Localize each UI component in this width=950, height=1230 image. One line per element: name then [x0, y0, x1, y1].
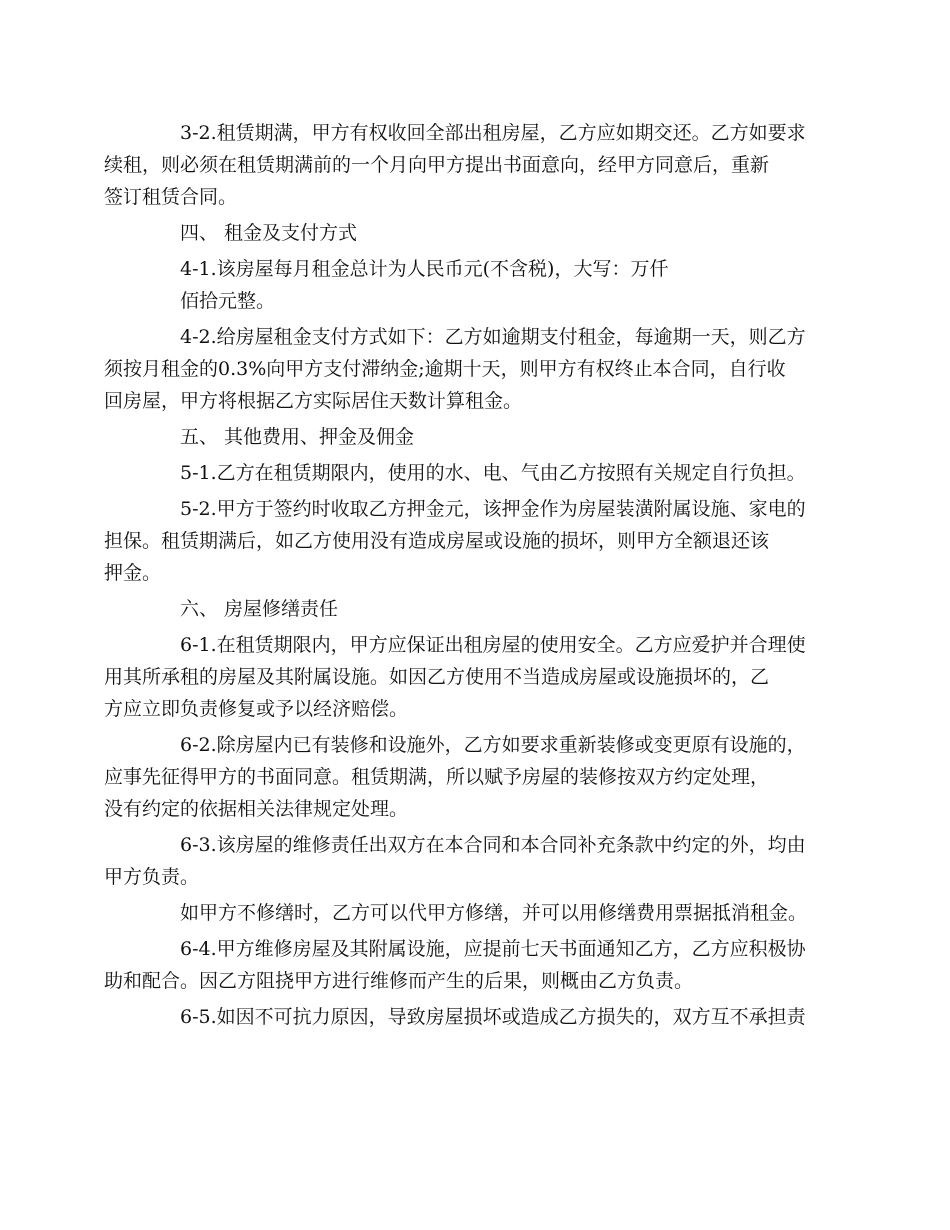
text-line: 6-3.该房屋的维修责任出双方在本合同和本合同补充条款中约定的外，均由: [180, 834, 806, 856]
clause-4-1: [142, 253, 812, 317]
text-line: 3-2.租赁期满，甲方有权收回全部出租房屋，乙方应如期交还。乙方如要求: [180, 122, 806, 144]
text-line: 没有约定的依据相关法律规定处理。: [104, 798, 409, 820]
text-line: 回房屋，甲方将根据乙方实际居住天数计算租金。: [104, 390, 523, 412]
text-line: 6-1.在租赁期限内，甲方应保证出租房屋的使用安全。乙方应爱护并合理使: [180, 634, 806, 656]
text-line: 佰拾元整。: [180, 290, 276, 312]
clause-6-1: [104, 629, 812, 725]
text-line: 须按月租金的0.3%向甲方支付滞纳金;逾期十天，则甲方有权终止本合同，自行收: [104, 358, 786, 380]
clause-3-2: [104, 117, 812, 213]
text-line: 应事先征得甲方的书面同意。租赁期满，所以赋予房屋的装修按双方约定处理，: [104, 766, 770, 788]
clause-4-2: [104, 321, 812, 417]
contract-text: [104, 117, 812, 1037]
text-line: 4-2.给房屋租金支付方式如下：乙方如逾期支付租金，每逾期一天，则乙方: [180, 326, 806, 348]
text-line: 担保。租赁期满后，如乙方使用没有造成房屋或设施的损坏，则甲方全额退还该: [104, 530, 770, 552]
text-line: 5-2.甲方于签约时收取乙方押金元，该押金作为房屋装潢附属设施、家电的: [180, 498, 806, 520]
text-line: 4-1.该房屋每月租金总计为人民币元(不含税)，大写：万仟: [180, 258, 669, 280]
text-line: 助和配合。因乙方阻挠甲方进行维修而产生的后果，则概由乙方负责。: [104, 970, 694, 992]
clause-6-4: [104, 933, 812, 997]
clause-6-3: [104, 829, 812, 893]
heading-text: 四、 租金及支付方式: [180, 222, 358, 244]
clause-6-2: [104, 729, 812, 825]
text-line: 如甲方不修缮时，乙方可以代甲方修缮，并可以用修缮费用票据抵消租金。: [180, 902, 808, 924]
heading-text: 六、 房屋修缮责任: [180, 598, 339, 620]
text-line: 5-1.乙方在租赁期限内，使用的水、电、气由乙方按照有关规定自行负担。: [180, 462, 806, 484]
text-line: 押金。: [104, 562, 162, 584]
text-line: 签订租赁合同。: [104, 186, 238, 208]
clause-5-1: [142, 457, 812, 489]
text-line: 6-2.除房屋内已有装修和设施外，乙方如要求重新装修或变更原有设施的，: [180, 734, 806, 756]
clause-5-2: [104, 493, 812, 589]
clause-6-5: [142, 1001, 812, 1033]
text-line: 方应立即负责修复或予以经济赔偿。: [104, 698, 409, 720]
text-line: 甲方负责。: [104, 866, 200, 888]
section-heading-6: [142, 593, 812, 625]
clause-6-3-supplement: [142, 897, 812, 929]
heading-text: 五、 其他费用、押金及佣金: [180, 426, 415, 448]
text-line: 续租，则必须在租赁期满前的一个月向甲方提出书面意向，经甲方同意后，重新: [104, 154, 770, 176]
text-line: 6-4.甲方维修房屋及其附属设施，应提前七天书面通知乙方，乙方应积极协: [180, 938, 806, 960]
text-line: 用其所承租的房屋及其附属设施。如因乙方使用不当造成房屋或设施损坏的，乙: [104, 666, 770, 688]
section-heading-5: [142, 421, 812, 453]
text-line: 6-5.如因不可抗力原因，导致房屋损坏或造成乙方损失的，双方互不承担责: [180, 1006, 806, 1028]
section-heading-4: [142, 217, 812, 249]
